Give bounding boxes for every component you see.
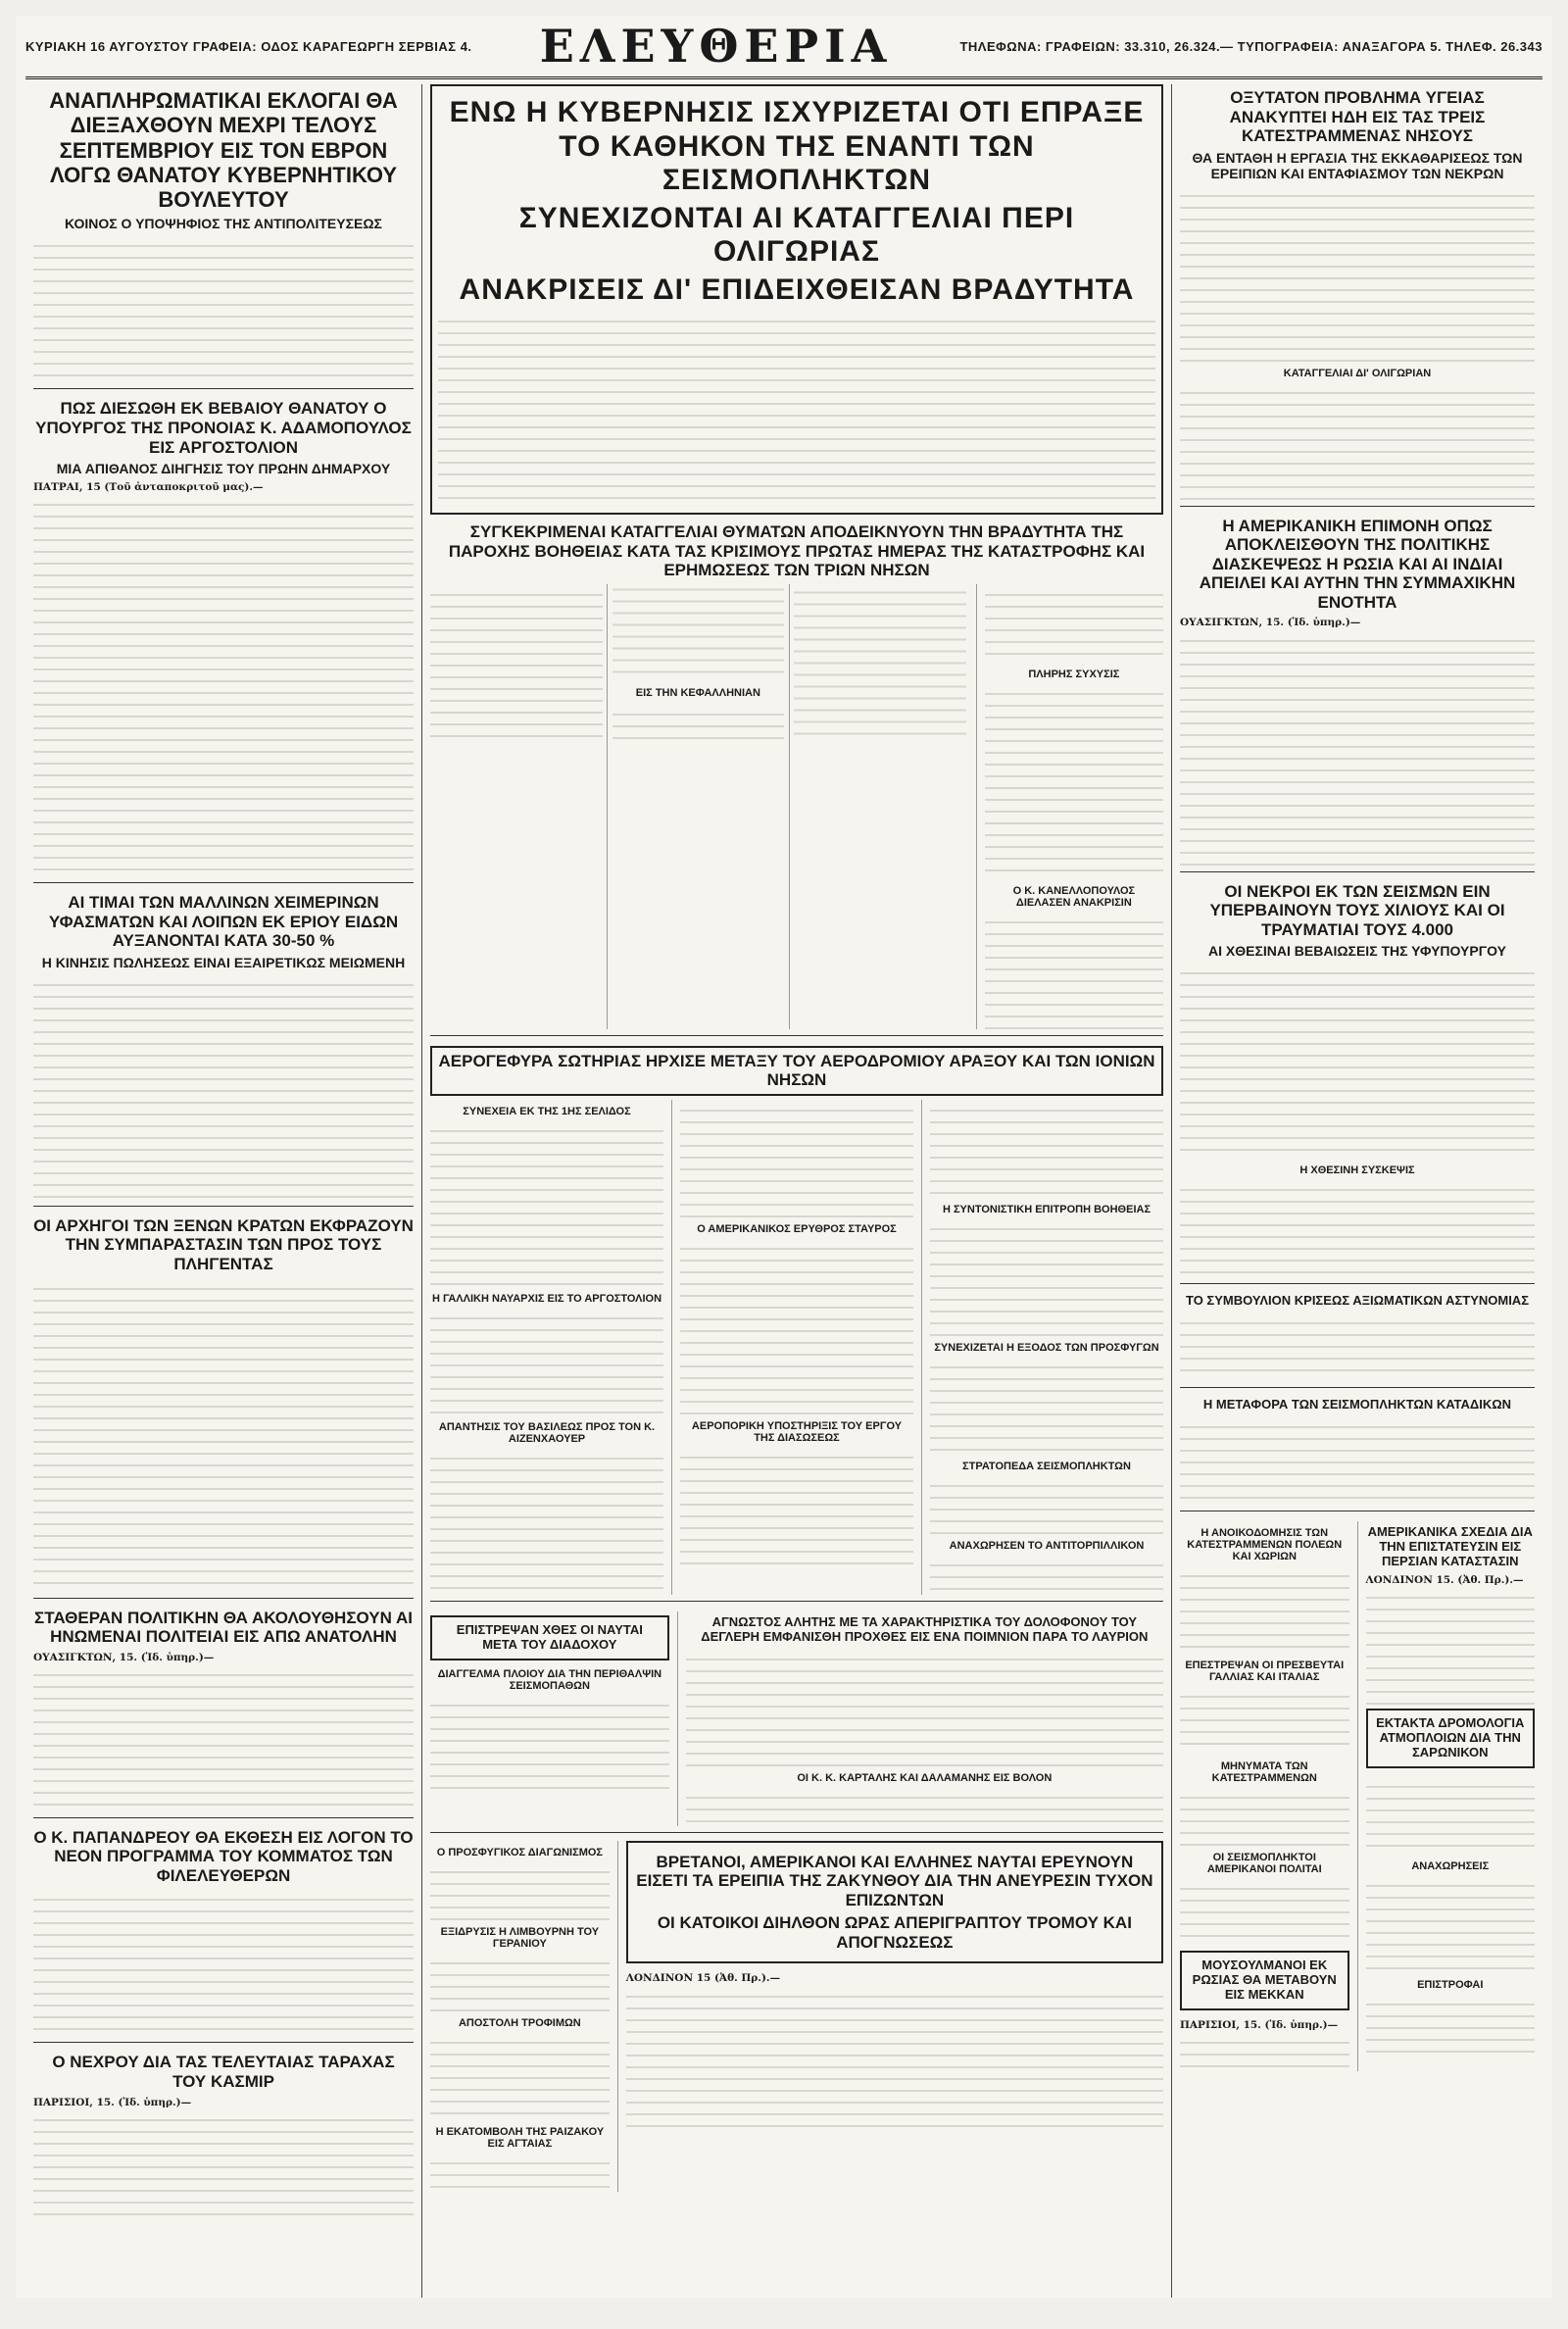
headline-wool-prices: ΑΙ ΤΙΜΑΙ ΤΩΝ ΜΑΛΛΙΝΩΝ ΧΕΙΜΕΡΙΝΩΝ ΥΦΑΣΜΑΤΩΝ ΚΑΙ ΛΟΙΠΩΝ ΕΚ ΕΡΙΟΥ ΕΙΔΩΝ ΑΥΞΑΝΟΝΤΑΙ ΚΑΤΑ 30-50 %: [48, 893, 399, 951]
article-casualties: [1180, 882, 1535, 1285]
article-body: [1180, 1565, 1349, 1654]
subhead-messages: ΜΗΝΥΜΑΤΑ ΤΩΝ ΚΑΤΕΣΤΡΑΜΜΕΝΩΝ: [1211, 1760, 1317, 1785]
subhead-american-citizens: ΟΙ ΣΕΙΣΜΟΠΛΗΚΤΟΙ ΑΜΕΡΙΚΑΝΟΙ ΠΟΛΙΤΑΙ: [1206, 1852, 1322, 1876]
headline-zakynthos-search: ΒΡΕΤΑΝΟΙ, ΑΜΕΡΙΚΑΝΟΙ ΚΑΙ ΕΛΛΗΝΕΣ ΝΑΥΤΑΙ ΕΡΕΥΝΟΥΝ ΕΙΣΕΤΙ ΤΑ ΕΡΕΙΠΙΑ ΤΗΣ ΖΑΚΥΝΘΟΥ ΔΙΑ ΤΗΝ ΑΝΕΥΡΕΣΙΝ ΤΥΧΟΝ ΕΠΙΖΩΝΤΩΝ: [636, 1852, 1153, 1909]
headline-health-problem: ΟΞΥΤΑΤΟΝ ΠΡΟΒΛΗΜΑ ΥΓΕΙΑΣ ΑΝΑΚΥΠΤΕΙ ΗΔΗ ΕΙΣ ΤΑΣ ΤΡΕΙΣ ΚΑΤΕΣΤΡΑΜΜΕΝΑΣ ΝΗΣΟΥΣ: [1229, 88, 1486, 146]
subhead-returns: ΕΠΙΣΤΡΟΦΑΙ: [1417, 1978, 1484, 1991]
newspaper-page: [16, 16, 1552, 2298]
dateline: ΛΟΝΔΙΝΟΝ 15. (Ἀθ. Πρ.).—: [1365, 1573, 1524, 1586]
article-body: [1180, 1179, 1535, 1277]
article-body: [680, 1238, 913, 1414]
subhead-geraniou: ΕΞΙΔΡΥΣΙΣ Η ΛΙΜΒΟΥΡΝΗ ΤΟΥ ΓΕΡΑΝΙΟΥ: [440, 1925, 600, 1950]
headline-prisoner-transfer: Η ΜΕΤΑΦΟΡΑ ΤΩΝ ΣΕΙΣΜΟΠΛΗΚΤΩΝ ΚΑΤΑΔΙΚΩΝ: [1202, 1397, 1512, 1412]
article-body: [930, 1218, 1163, 1336]
article-body: [33, 1278, 414, 1592]
center-section: [422, 84, 1172, 2298]
article-columns: [430, 584, 1163, 1029]
article-body: [1180, 1416, 1535, 1505]
subhead-king-reply: ΑΠΑΝΤΗΣΙΣ ΤΟΥ ΒΑΣΙΛΕΩΣ ΠΡΟΣ ΤΟΝ Κ. ΑΙΖΕΝΧΑΟΥΕΡ: [438, 1420, 656, 1445]
headline-by-elections: ΑΝΑΠΛΗΡΩΜΑΤΙΚΑΙ ΕΚΛΟΓΑΙ ΘΑ ΔΙΕΞΑΧΘΟΥΝ ΜΕΧΡΙ ΤΕΛΟΥΣ ΣΕΠΤΕΜΒΡΙΟΥ ΕΙΣ ΤΟΝ ΕΒΡΟΝ ΛΟΓΩ ΘΑΝΑΤΟΥ ΚΥΒΕΡΝΗΤΙΚΟΥ ΒΟΥΛΕΥΤΟΥ: [49, 88, 398, 213]
headline-kashmir: Ο ΝΕΧΡΟΥ ΔΙΑ ΤΑΣ ΤΕΛΕΥΤΑΙΑΣ ΤΑΡΑΧΑΣ ΤΟΥ ΚΑΣΜΙΡ: [52, 2053, 395, 2092]
subhead-yesterday-meeting: Η ΧΘΕΣΙΝΗ ΣΥΣΚΕΨΙΣ: [1299, 1164, 1415, 1177]
article-body: [430, 1861, 610, 1920]
lead-story: [430, 84, 1163, 515]
article-body: [1366, 1587, 1536, 1705]
subhead-debris-clearing: ΘΑ ΕΝΤΑΘΗ Η ΕΡΓΑΣΙΑ ΤΗΣ ΕΚΚΑΘΑΡΙΣΕΩΣ ΤΩΝ ΕΡΕΙΠΙΩΝ ΚΑΙ ΕΝΤΑΦΙΑΣΜΟΥ ΤΩΝ ΝΕΚΡΩΝ: [1192, 149, 1523, 181]
subhead-destroyer-departed: ΑΝΑΧΩΡΗΣΕΝ ΤΟ ΑΝΤΙΤΟΡΠΙΛΛΙΚΟΝ: [949, 1539, 1145, 1552]
subhead-coordination-committee: Η ΣΥΝΤΟΝΙΣΤΙΚΗ ΕΠΙΤΡΟΠΗ ΒΟΗΘΕΙΑΣ: [942, 1203, 1152, 1215]
article-body: [680, 1447, 913, 1574]
subhead-departures: ΑΝΑΧΩΡΗΣΕΙΣ: [1411, 1859, 1490, 1872]
left-column: [25, 84, 422, 2298]
article-by-elections: [33, 88, 414, 389]
article-body: [430, 1308, 663, 1415]
article-body: [1366, 1875, 1536, 1973]
headline-vagrant: ΑΓΝΩΣΤΟΣ ΑΛΗΤΗΣ ΜΕ ΤΑ ΧΑΡΑΚΤΗΡΙΣΤΙΚΑ ΤΟΥ ΔΟΛΟΦΟΝΟΥ ΤΟΥ ΔΕΓΛΕΡΗ ΕΜΦΑΝΙΣΘΗ ΠΡΟΧΘΕΣ ΕΙΣ ΕΝΑ ΠΟΙΜΝΙΟΝ ΠΑΡΑ ΤΟ ΛΑΥΡΙΟΝ: [701, 1613, 1149, 1644]
article-body: [1180, 2032, 1349, 2071]
headline-us-insistence: Η ΑΜΕΡΙΚΑΝΙΚΗ ΕΠΙΜΟΝΗ ΟΠΩΣ ΑΠΟΚΛΕΙΣΘΟΥΝ ΤΗΣ ΠΟΛΙΤΙΚΗΣ ΔΙΑΣΚΕΨΕΩΣ Η ΡΩΣΙΑ ΚΑΙ ΑΙ ΙΝΔΙΑΙ ΑΠΕΙΛΕΙ ΚΑΙ ΑΥΤΗΝ ΤΗΝ ΣΥΜΜΑΧΙΚΗΝ ΕΝΟΤΗΤΑ: [1199, 516, 1516, 612]
article-body: [930, 1357, 1163, 1455]
subhead-deputy-minister: ΑΙ ΧΘΕΣΙΝΑΙ ΒΕΒΑΙΩΣΕΙΣ ΤΗΣ ΥΦΥΠΟΥΡΓΟΥ: [1208, 943, 1506, 960]
headline-papandreou: Ο Κ. ΠΑΠΑΝΔΡΕΟΥ ΘΑ ΕΚΘΕΣΗ ΕΙΣ ΛΟΓΟΝ ΤΟ ΝΕΟΝ ΠΡΟΓΡΑΜΜΑ ΤΟΥ ΚΟΜΜΑΤΟΣ ΤΩΝ ΦΙΛΕΛΕΥΘΕΡΩΝ: [33, 1827, 414, 1885]
subhead-air-support: ΑΕΡΟΠΟΡΙΚΗ ΥΠΟΣΤΗΡΙΞΙΣ ΤΟΥ ΕΡΓΟΥ ΤΗΣ ΔΙΑΣΩΣΕΩΣ: [691, 1419, 903, 1444]
article-us-far-east: [33, 1609, 414, 1818]
lead-headline-3: ΑΝΑΚΡΙΣΕΙΣ ΔΙ' ΕΠΙΔΕΙΧΘΕΙΣΑΝ ΒΡΑΔΥΤΗΤΑ: [459, 273, 1135, 306]
article-body: [430, 1953, 610, 2011]
article-body: [686, 1649, 1163, 1766]
subhead-continued: ΣΥΝΕΧΕΙΑ ΕΚ ΤΗΣ 1ΗΣ ΣΕΛΙΔΟΣ: [463, 1105, 631, 1117]
headline-airlift: ΑΕΡΟΓΕΦΥΡΑ ΣΩΤΗΡΙΑΣ ΗΡΧΙΣΕ ΜΕΤΑΞΥ ΤΟΥ ΑΕΡΟΔΡΟΜΙΟΥ ΑΡΑΞΟΥ ΚΑΙ ΤΩΝ ΙΟΝΙΩΝ ΝΗΣΩΝ: [430, 1046, 1163, 1096]
article-kashmir: [33, 2053, 414, 2222]
article-body: [1180, 1787, 1349, 1846]
masthead-date-address: ΚΥΡΙΑΚΗ 16 ΑΥΓΟΥΣΤΟΥ ΓΡΑΦΕΙΑ: ΟΔΟΣ ΚΑΡΑΓΕΩΡΓΗ ΣΕΡΒΙΑΣ 4.: [25, 38, 472, 54]
right-column: [1172, 84, 1543, 2298]
article-body: [1180, 185, 1535, 362]
article-body: [438, 311, 1155, 507]
headline-residents-terror: ΟΙ ΚΑΤΟΙΚΟΙ ΔΙΗΛΘΟΝ ΩΡΑΣ ΑΠΕΡΙΓΡΑΠΤΟΥ ΤΡΟΜΟΥ ΚΑΙ ΑΠΟΓΝΩΣΕΩΣ: [657, 1913, 1132, 1952]
article-body: [1366, 1776, 1536, 1855]
subhead-hecatomb: Η ΕΚΑΤΟΜΒΟΛΗ ΤΗΣ ΡΑΙΖΑΚΟΥ ΕΙΣ ΑΓΤΑΙΑΣ: [435, 2125, 605, 2150]
article-body: [33, 2109, 414, 2217]
subhead-complaints-negligence: ΚΑΤΑΓΓΕΛΙΑΙ ΔΙ' ΟΛΙΓΩΡΙΑΝ: [1283, 367, 1432, 379]
lead-headline-1: ΕΝΩ Η ΚΥΒΕΡΝΗΣΙΣ ΙΣΧΥΡΙΖΕΤΑΙ ΟΤΙ ΕΠΡΑΞΕ ΤΟ ΚΑΘΗΚΟΝ ΤΗΣ ΕΝΑΝΤΙ ΤΩΝ ΣΕΙΣΜΟΠΛΗΚΤΩΝ: [449, 96, 1145, 196]
article-body: [1180, 963, 1535, 1159]
headline-ship-schedules: ΕΚΤΑΚΤΑ ΔΡΟΜΟΛΟΓΙΑ ΑΤΜΟΠΛΟΙΩΝ ΔΙΑ ΤΗΝ ΣΑΡΩΝΙΚΟΝ: [1366, 1709, 1536, 1768]
article-body: [1180, 1878, 1349, 1947]
dateline: ΠΑΡΙΣΙΟΙ, 15. (Ἰδ. ὑπηρ.)—: [33, 2096, 192, 2108]
article-body: [1180, 630, 1535, 866]
subhead-sales-down: Η ΚΙΝΗΣΙΣ ΠΩΛΗΣΕΩΣ ΕΙΝΑΙ ΕΞΑΙΡΕΤΙΚΩΣ ΜΕΙΩΜΕΝΗ: [41, 954, 406, 970]
article-body: [1366, 1994, 1536, 2053]
article-vagrant: [677, 1611, 1163, 1826]
dateline: ΠΑΡΙΣΙΟΙ, 15. (Ἰδ. ὑπηρ.)—: [1180, 2018, 1339, 2031]
article-body: [1180, 1686, 1349, 1755]
article-body: [430, 2153, 610, 2192]
article-body: [33, 1889, 414, 2036]
article-body: [626, 1986, 1163, 2133]
subhead-reconstruction: Η ΑΝΟΙΚΟΔΟΜΗΣΙΣ ΤΩΝ ΚΑΤΕΣΤΡΑΜΜΕΝΩΝ ΠΟΛΕΩΝ ΚΑΙ ΧΩΡΙΩΝ: [1187, 1527, 1343, 1563]
article-sailors-return: [430, 1611, 669, 1826]
article-body: [985, 584, 1163, 663]
article-foreign-leaders: [33, 1216, 414, 1599]
newspaper-title: ΕΛΕΥΘΕΡΙΑ: [539, 20, 893, 73]
article-body: [930, 1100, 1163, 1198]
dateline: ΠΑΤΡΑΙ, 15 (Τοῦ ἀνταποκριτοῦ μας).—: [33, 481, 264, 494]
article-police-council: [1180, 1294, 1535, 1388]
article-body: [33, 974, 414, 1200]
article-victims-complaints: [430, 522, 1163, 1036]
dateline: ΟΥΑΣΙΓΚΤΩΝ, 15. (Ἰδ. ὑπηρ.)—: [1180, 617, 1361, 629]
article-body: [430, 1120, 663, 1287]
lead-headline-2: ΣΥΝΕΧΙΖΟΝΤΑΙ ΑΙ ΚΑΤΑΓΓΕΛΙΑΙ ΠΕΡΙ ΟΛΙΓΩΡΙΑΣ: [518, 201, 1075, 268]
article-body: [930, 1555, 1163, 1594]
headline-casualties: ΟΙ ΝΕΚΡΟΙ ΕΚ ΤΩΝ ΣΕΙΣΜΩΝ ΕΙΝ ΥΠΕΡΒΑΙΝΟΥΝ ΤΟΥΣ ΧΙΛΙΟΥΣ ΚΑΙ ΟΙ ΤΡΑΥΜΑΤΙΑΙ ΤΟΥΣ 4.000: [1209, 881, 1505, 939]
subhead-food-shipment: ΑΠΟΣΤΟΛΗ ΤΡΟΦΙΜΩΝ: [458, 2016, 581, 2029]
article-us-insistence: [1180, 517, 1535, 872]
article-body: [33, 1664, 414, 1811]
headline-police-council: ΤΟ ΣΥΜΒΟΥΛΙΟΝ ΚΡΙΣΕΩΣ ΑΞΙΩΜΑΤΙΚΩΝ ΑΣΤΥΝΟΜΙΑΣ: [1186, 1293, 1529, 1309]
article-minister-rescue: [33, 399, 414, 883]
article-zakynthos-search: [617, 1841, 1163, 2192]
subhead-kartalis-volos: ΟΙ Κ. Κ. ΚΑΡΤΑΛΗΣ ΚΑΙ ΔΑΛΑΜΑΝΗΣ ΕΙΣ ΒΟΛΟΝ: [797, 1771, 1053, 1784]
headline-foreign-leaders: ΟΙ ΑΡΧΗΓΟΙ ΤΩΝ ΞΕΝΩΝ ΚΡΑΤΩΝ ΕΚΦΡΑΖΟΥΝ ΤΗΝ ΣΥΜΠΑΡΑΣΤΑΣΙΝ ΤΩΝ ΠΡΟΣ ΤΟΥΣ ΠΛΗΓΕΝΤΑΣ: [33, 1215, 414, 1274]
article-body: [930, 1475, 1163, 1534]
headline-victims-complaints: ΣΥΓΚΕΚΡΙΜΕΝΑΙ ΚΑΤΑΓΓΕΛΙΑΙ ΘΥΜΑΤΩΝ ΑΠΟΔΕΙΚΝΥΟΥΝ ΤΗΝ ΒΡΑΔΥΤΗΤΑ ΤΗΣ ΠΑΡΟΧΗΣ ΒΟΗΘΕΙΑΣ ΚΑΤΑ ΤΑΣ ΚΡΙΣΙΜΟΥΣ ΠΡΩΤΑΣ ΗΜΕΡΑΣ ΤΗΣ ΚΑΤΑΣΤΡΟΦΗΣ ΚΑΙ ΕΡΗΜΩΣΕΩΣ ΤΩΝ ΤΡΙΩΝ ΝΗΣΩΝ: [448, 522, 1146, 580]
article-body: [430, 1695, 669, 1793]
subhead-ship-appeal: ΔΙΑΓΓΕΛΜΑ ΠΛΟΙΟΥ ΔΙΑ ΤΗΝ ΠΕΡΙΘΑΛΨΙΝ ΣΕΙΣΜΟΠΑΘΩΝ: [437, 1667, 662, 1692]
masthead: [25, 16, 1543, 79]
article-body: [33, 494, 414, 876]
article-body: [686, 1787, 1163, 1826]
dateline: ΟΥΑΣΙΓΚΤΩΝ, 15. (Ἰδ. ὑπηρ.)—: [33, 1651, 215, 1663]
article-airlift: [430, 1046, 1163, 1602]
article-body: [33, 235, 414, 382]
subhead-camps: ΣΤΡΑΤΟΠΕΔΑ ΣΕΙΣΜΟΠΛΗΚΤΩΝ: [962, 1460, 1131, 1472]
dateline: ΛΟΝΔΙΝΟΝ 15 (Ἀθ. Πρ.).—: [625, 1972, 781, 1985]
article-body: [985, 912, 1163, 1029]
article-health-problem: [1180, 88, 1535, 507]
masthead-phones: ΤΗΛΕΦΩΝΑ: ΓΡΑΦΕΙΩΝ: 33.310, 26.324.— ΤΥΠΟΓΡΑΦΕΙΑ: ΑΝΑΞΑΓΟΡΑ 5. ΤΗΛΕΦ. 26.343: [959, 38, 1543, 54]
subhead-refugee-contest: Ο ΠΡΟΣΦΥΓΙΚΟΣ ΔΙΑΓΩΝΙΣΜΟΣ: [436, 1846, 604, 1858]
subhead-full-confusion: ΠΛΗΡΗΣ ΣΥΧΥΣΙΣ: [1028, 668, 1120, 680]
article-prisoner-transfer: [1180, 1398, 1535, 1511]
article-wool-prices: [33, 893, 414, 1207]
headline-sailors-return: ΕΠΙΣΤΡΕΨΑΝ ΧΘΕΣ ΟΙ ΝΑΥΤΑΙ ΜΕΤΑ ΤΟΥ ΔΙΑΔΟΧΟΥ: [430, 1615, 669, 1660]
subhead-kefalonia: ΕΙΣ ΤΗΝ ΚΕΦΑΛΛΗΝΙΑΝ: [635, 687, 760, 700]
headline-persia-plans: ΑΜΕΡΙΚΑΝΙΚΑ ΣΧΕΔΙΑ ΔΙΑ ΤΗΝ ΕΠΙΣΤΑΤΕΥΣΙΝ ΕΙΣ ΠΕΡΣΙΑΝ ΚΑΤΑΣΤΑΣΙΝ: [1367, 1524, 1533, 1568]
article-body: [430, 2032, 610, 2120]
subhead-refugees-exodus: ΣΥΝΕΧΙΖΕΤΑΙ Η ΕΞΟΔΟΣ ΤΩΝ ΠΡΟΣΦΥΓΩΝ: [934, 1341, 1159, 1354]
headline-minister-rescue: ΠΩΣ ΔΙΕΣΩΘΗ ΕΚ ΒΕΒΑΙΟΥ ΘΑΝΑΤΟΥ Ο ΥΠΟΥΡΓΟΣ ΤΗΣ ΠΡΟΝΟΙΑΣ Κ. ΑΔΑΜΟΠΟΥΛΟΣ ΕΙΣ ΑΡΓΟΣΤΟΛΙΟΝ: [35, 399, 412, 457]
headline-us-far-east: ΣΤΑΘΕΡΑΝ ΠΟΛΙΤΙΚΗΝ ΘΑ ΑΚΟΛΟΥΘΗΣΟΥΝ ΑΙ ΗΝΩΜΕΝΑΙ ΠΟΛΙΤΕΙΑΙ ΕΙΣ ΑΠΩ ΑΝΑΤΟΛΗΝ: [34, 1608, 413, 1647]
headline-muslims-mecca: ΜΟΥΣΟΥΛΜΑΝΟΙ ΕΚ ΡΩΣΙΑΣ ΘΑ ΜΕΤΑΒΟΥΝ ΕΙΣ ΜΕΚΚΑΝ: [1180, 1951, 1349, 2010]
article-body: [1180, 382, 1535, 500]
article-body: [430, 1448, 663, 1595]
subhead-ambassadors-return: ΕΠΕΣΤΡΕΨΑΝ ΟΙ ΠΡΕΣΒΕΥΤΑΙ ΓΑΛΛΙΑΣ ΚΑΙ ΙΤΑΛΙΑΣ: [1185, 1660, 1345, 1684]
article-body: [680, 1100, 913, 1217]
subhead-opposition-candidate: ΚΟΙΝΟΣ Ο ΥΠΟΨΗΦΙΟΣ ΤΗΣ ΑΝΤΙΠΟΛΙΤΕΥΣΕΩΣ: [65, 216, 382, 232]
subhead-french-flagship: Η ΓΑΛΛΙΚΗ ΝΑΥΑΡΧΙΣ ΕΙΣ ΤΟ ΑΡΓΟΣΤΟΛΙΟΝ: [431, 1292, 662, 1305]
article-papandreou: [33, 1828, 414, 2044]
article-body: [985, 683, 1163, 879]
subhead-mayor-story: ΜΙΑ ΑΠΙΘΑΝΟΣ ΔΙΗΓΗΣΙΣ ΤΟΥ ΠΡΩΗΝ ΔΗΜΑΡΧΟΥ: [56, 461, 391, 477]
subhead-american-red-cross: Ο ΑΜΕΡΙΚΑΝΙΚΟΣ ΕΡΥΘΡΟΣ ΣΤΑΥΡΟΣ: [697, 1222, 897, 1235]
article-body: [1180, 1313, 1535, 1381]
subhead-kanellopoulos: Ο Κ. ΚΑΝΕΛΛΟΠΟΥΛΟΣ ΔΙΕΛΑΣΕΝ ΑΝΑΚΡΙΣΙΝ: [1012, 884, 1136, 909]
